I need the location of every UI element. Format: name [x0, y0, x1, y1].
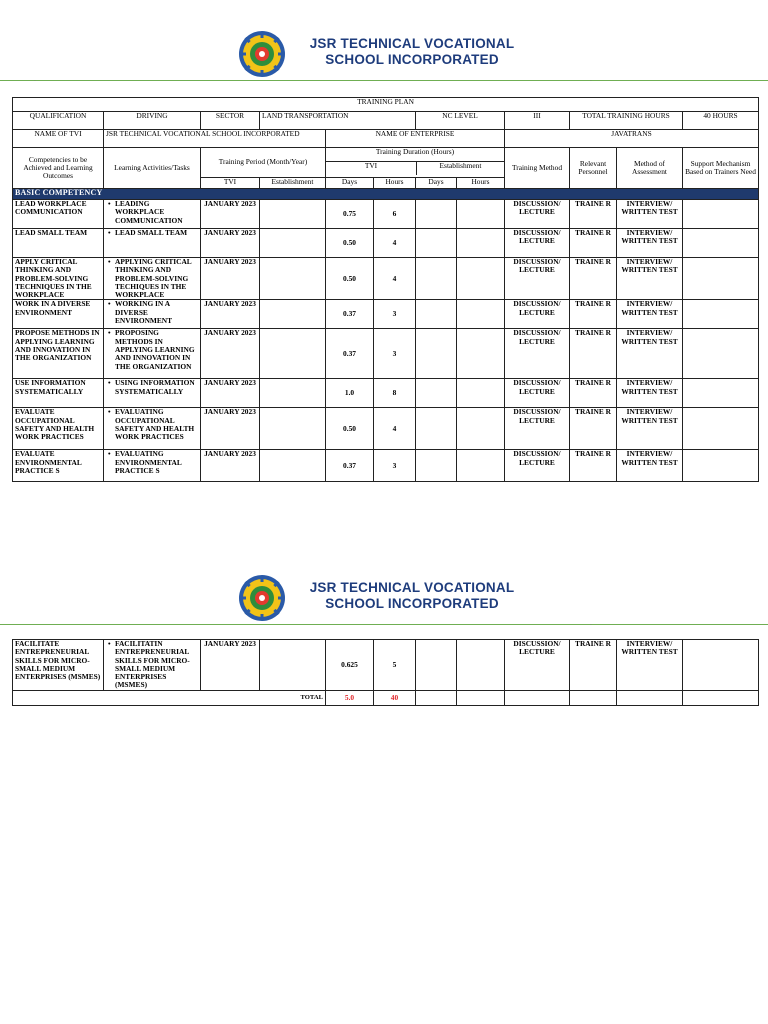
- hours-tvi-cell: 3: [374, 450, 416, 482]
- school-name-line1: JSR TECHNICAL VOCATIONAL: [309, 36, 515, 51]
- nc-level-value: III: [505, 112, 570, 130]
- days-est-cell: [416, 450, 457, 482]
- period-est-cell: [260, 408, 326, 450]
- period-tvi-cell: JANUARY 2023: [201, 450, 260, 482]
- period-est-cell: [260, 229, 326, 258]
- table-row: [13, 229, 759, 258]
- tvi-label: NAME OF TVI: [13, 130, 104, 148]
- training-plan-table-continued: [12, 639, 759, 706]
- activity-text: PROPOSING METHODS IN APPLYING LEARNING AND INNOVATION IN THE ORGANIZATION: [115, 328, 195, 371]
- col-hours-tvi: Hours: [374, 178, 416, 189]
- support-cell: [683, 640, 759, 691]
- personnel-cell: TRAINE R: [570, 450, 617, 482]
- col-duration: Training Duration (Hours): [326, 148, 504, 162]
- days-est-cell: [416, 329, 457, 379]
- period-tvi-cell: JANUARY 2023: [201, 258, 260, 300]
- activity-cell: [104, 200, 201, 229]
- competency-cell: USE INFORMATION SYSTEMATICALLY: [13, 379, 104, 408]
- table-row: [13, 200, 759, 229]
- hours-est-cell: [457, 640, 505, 691]
- empty-cell: [457, 690, 505, 705]
- bullet-icon: •: [108, 378, 111, 388]
- activity-cell: [104, 640, 201, 691]
- activity-cell: [104, 408, 201, 450]
- page2-header: [0, 572, 768, 642]
- col-assessment: Method of Assessment: [617, 148, 683, 189]
- empty-cell: [505, 690, 570, 705]
- personnel-cell: TRAINE R: [570, 200, 617, 229]
- total-days: 5.0: [326, 690, 374, 705]
- bullet-icon: •: [108, 449, 111, 459]
- period-est-cell: [260, 379, 326, 408]
- col-period-tvi: TVI: [201, 178, 260, 189]
- page-speck: .: [590, 620, 592, 627]
- total-hours: 40: [374, 690, 416, 705]
- activity-cell: [104, 300, 201, 329]
- bullet-icon: •: [108, 199, 111, 208]
- method-cell: DISCUSSION/ LECTURE: [505, 379, 570, 408]
- activity-text: USING INFORMATION SYSTEMATICALLY: [115, 378, 195, 396]
- school-name-line1: JSR TECHNICAL VOCATIONAL: [309, 580, 515, 595]
- hours-tvi-cell: 4: [374, 229, 416, 258]
- competency-cell: PROPOSE METHODS IN APPLYING LEARNING AND INNOVATION IN THE ORGANIZATION: [13, 329, 104, 379]
- period-tvi-cell: JANUARY 2023: [201, 200, 260, 229]
- assessment-cell: INTERVIEW/ WRITTEN TEST: [617, 300, 683, 329]
- period-est-cell: [260, 200, 326, 229]
- support-cell: [683, 329, 759, 379]
- personnel-cell: TRAINE R: [570, 229, 617, 258]
- support-cell: [683, 300, 759, 329]
- school-name-line2: SCHOOL INCORPORATED: [325, 596, 499, 611]
- school-name: [292, 580, 532, 612]
- assessment-cell: INTERVIEW/ WRITTEN TEST: [617, 379, 683, 408]
- activity-text: LEAD SMALL TEAM: [115, 228, 188, 237]
- period-tvi-cell: JANUARY 2023: [201, 300, 260, 329]
- competency-rows: [13, 200, 759, 482]
- table-row: [13, 408, 759, 450]
- hours-tvi-cell: 8: [374, 379, 416, 408]
- method-cell: DISCUSSION/ LECTURE: [505, 258, 570, 300]
- assessment-cell: INTERVIEW/ WRITTEN TEST: [617, 450, 683, 482]
- competency-cell: LEAD WORKPLACE COMMUNICATION: [13, 200, 104, 229]
- period-tvi-cell: JANUARY 2023: [201, 229, 260, 258]
- method-cell: DISCUSSION/ LECTURE: [505, 408, 570, 450]
- table-row: [13, 300, 759, 329]
- competency-cell: LEAD SMALL TEAM: [13, 229, 104, 258]
- nc-level-label: NC LEVEL: [416, 112, 505, 130]
- bullet-icon: •: [108, 257, 111, 266]
- empty-cell: [416, 690, 457, 705]
- personnel-cell: TRAINE R: [570, 300, 617, 329]
- school-name-line2: SCHOOL INCORPORATED: [325, 52, 499, 67]
- activity-text: APPLYING CRITICAL THINKING AND PROBLEM-SOLVING TECHIQUES IN THE WORKPLACE: [115, 257, 192, 300]
- total-row: [13, 690, 759, 705]
- assessment-cell: INTERVIEW/ WRITTEN TEST: [617, 229, 683, 258]
- assessment-cell: INTERVIEW/ WRITTEN TEST: [617, 329, 683, 379]
- qualification-value: DRIVING: [104, 112, 201, 130]
- hours-tvi-cell: 3: [374, 300, 416, 329]
- competency-cell: WORK IN A DIVERSE ENVIRONMENT: [13, 300, 104, 329]
- support-cell: [683, 379, 759, 408]
- period-tvi-cell: JANUARY 2023: [201, 640, 260, 691]
- method-cell: DISCUSSION/ LECTURE: [505, 229, 570, 258]
- table-row: [13, 258, 759, 300]
- col-period-est: Establishment: [260, 178, 326, 189]
- method-cell: DISCUSSION/ LECTURE: [505, 640, 570, 691]
- competency-cell: APPLY CRITICAL THINKING AND PROBLEM-SOLVING TECHNIQUES IN THE WORKPLACE: [13, 258, 104, 300]
- school-seal-logo-icon: [238, 574, 286, 622]
- assessment-cell: INTERVIEW/ WRITTEN TEST: [617, 258, 683, 300]
- col-duration-tvi: TVI: [326, 162, 417, 175]
- activity-text: EVALUATING ENVIRONMENTAL PRACTICE S: [115, 449, 182, 476]
- bullet-icon: •: [108, 299, 111, 309]
- section-basic-competency: BASIC COMPETENCY: [13, 189, 759, 200]
- col-support: Support Mechanism Based on Trainers Need: [683, 148, 759, 189]
- school-name: [292, 36, 532, 68]
- col-hours-est: Hours: [457, 178, 505, 189]
- hours-est-cell: [457, 258, 505, 300]
- activity-cell: [104, 229, 201, 258]
- days-est-cell: [416, 408, 457, 450]
- days-tvi-cell: 0.50: [326, 229, 374, 258]
- method-cell: DISCUSSION/ LECTURE: [505, 300, 570, 329]
- table-row: [13, 640, 759, 691]
- page1-header: [0, 28, 768, 98]
- personnel-cell: TRAINE R: [570, 640, 617, 691]
- days-est-cell: [416, 300, 457, 329]
- sector-label: SECTOR: [201, 112, 260, 130]
- hours-est-cell: [457, 379, 505, 408]
- period-est-cell: [260, 450, 326, 482]
- hours-tvi-cell: 6: [374, 200, 416, 229]
- table-row: [13, 379, 759, 408]
- days-tvi-cell: 0.37: [326, 329, 374, 379]
- days-est-cell: [416, 229, 457, 258]
- competency-cell: EVALUATE ENVIRONMENTAL PRACTICE S: [13, 450, 104, 482]
- personnel-cell: TRAINE R: [570, 379, 617, 408]
- period-est-cell: [260, 258, 326, 300]
- hours-tvi-cell: 4: [374, 408, 416, 450]
- support-cell: [683, 229, 759, 258]
- days-tvi-cell: 0.50: [326, 408, 374, 450]
- hours-tvi-cell: 5: [374, 640, 416, 691]
- method-cell: DISCUSSION/ LECTURE: [505, 200, 570, 229]
- hours-est-cell: [457, 229, 505, 258]
- empty-cell: [617, 690, 683, 705]
- hours-est-cell: [457, 329, 505, 379]
- period-est-cell: [260, 640, 326, 691]
- col-duration-group: [326, 148, 505, 178]
- support-cell: [683, 200, 759, 229]
- activity-text: EVALUATING OCCUPATIONAL SAFETY AND HEALTH WORK PRACTICES: [115, 407, 195, 442]
- personnel-cell: TRAINE R: [570, 258, 617, 300]
- col-duration-est: Establishment: [439, 161, 482, 170]
- sector-value: LAND TRANSPORTATION: [260, 112, 416, 130]
- bullet-icon: •: [108, 228, 111, 237]
- bullet-icon: •: [108, 407, 111, 417]
- support-cell: [683, 258, 759, 300]
- hours-tvi-cell: 3: [374, 329, 416, 379]
- personnel-cell: TRAINE R: [570, 329, 617, 379]
- plan-title: TRAINING PLAN: [13, 98, 759, 112]
- page-speck: .: [34, 76, 36, 83]
- empty-cell: [683, 690, 759, 705]
- header-divider: [0, 80, 768, 81]
- days-tvi-cell: 0.50: [326, 258, 374, 300]
- table-row: [13, 450, 759, 482]
- activity-cell: [104, 329, 201, 379]
- col-period: Training Period (Month/Year): [201, 148, 326, 178]
- total-hours-value: 40 HOURS: [683, 112, 759, 130]
- period-tvi-cell: JANUARY 2023: [201, 379, 260, 408]
- method-cell: DISCUSSION/ LECTURE: [505, 450, 570, 482]
- training-plan-table: [12, 97, 759, 482]
- page-speck: .: [590, 76, 592, 83]
- hours-tvi-cell: 4: [374, 258, 416, 300]
- enterprise-label: NAME OF ENTERPRISE: [326, 130, 505, 148]
- bullet-icon: •: [108, 328, 111, 338]
- days-est-cell: [416, 258, 457, 300]
- col-competencies: Competencies to be Achieved and Learning Outcomes: [13, 148, 104, 189]
- activity-cell: [104, 450, 201, 482]
- days-tvi-cell: 0.625: [326, 640, 374, 691]
- support-cell: [683, 450, 759, 482]
- bullet-icon: •: [108, 639, 111, 648]
- col-method: Training Method: [505, 148, 570, 189]
- activity-text: FACILITATIN ENTREPRENEURIAL SKILLS FOR MICRO-SMALL MEDIUM ENTERPRISES (MSMES): [115, 639, 190, 690]
- period-est-cell: [260, 329, 326, 379]
- days-tvi-cell: 1.0: [326, 379, 374, 408]
- activity-cell: [104, 258, 201, 300]
- hours-est-cell: [457, 200, 505, 229]
- total-label: TOTAL: [13, 690, 326, 705]
- assessment-cell: INTERVIEW/ WRITTEN TEST: [617, 640, 683, 691]
- personnel-cell: TRAINE R: [570, 408, 617, 450]
- days-est-cell: [416, 640, 457, 691]
- period-tvi-cell: JANUARY 2023: [201, 329, 260, 379]
- days-est-cell: [416, 200, 457, 229]
- activity-cell: [104, 379, 201, 408]
- col-days-tvi: Days: [326, 178, 374, 189]
- support-cell: [683, 408, 759, 450]
- method-cell: DISCUSSION/ LECTURE: [505, 329, 570, 379]
- qualification-label: QUALIFICATION: [13, 112, 104, 130]
- hours-est-cell: [457, 450, 505, 482]
- header-divider: [0, 624, 768, 625]
- col-activities: Learning Activities/Tasks: [104, 148, 201, 189]
- days-tvi-cell: 0.37: [326, 300, 374, 329]
- competency-cell: FACILITATE ENTREPRENEURIAL SKILLS FOR MICRO-SMALL MEDIUM ENTERPRISES (MSMES): [13, 640, 104, 691]
- col-personnel: Relevant Personnel: [570, 148, 617, 189]
- hours-est-cell: [457, 408, 505, 450]
- total-hours-label: TOTAL TRAINING HOURS: [570, 112, 683, 130]
- assessment-cell: INTERVIEW/ WRITTEN TEST: [617, 408, 683, 450]
- days-tvi-cell: 0.75: [326, 200, 374, 229]
- competency-rows-continued: [13, 640, 759, 691]
- col-days-est: Days: [416, 178, 457, 189]
- hours-est-cell: [457, 300, 505, 329]
- school-seal-logo-icon: [238, 30, 286, 78]
- activity-text: WORKING IN A DIVERSE ENVIRONMENT: [115, 299, 173, 326]
- period-tvi-cell: JANUARY 2023: [201, 408, 260, 450]
- activity-text: LEADING WORKPLACE COMMUNICATION: [115, 199, 183, 225]
- assessment-cell: INTERVIEW/ WRITTEN TEST: [617, 200, 683, 229]
- competency-cell: EVALUATE OCCUPATIONAL SAFETY AND HEALTH WORK PRACTICES: [13, 408, 104, 450]
- tvi-value: JSR TECHNICAL VOCATIONAL SCHOOL INCORPORATED: [104, 130, 326, 148]
- days-est-cell: [416, 379, 457, 408]
- enterprise-value: JAVATRANS: [505, 130, 759, 148]
- empty-cell: [570, 690, 617, 705]
- days-tvi-cell: 0.37: [326, 450, 374, 482]
- table-row: [13, 329, 759, 379]
- period-est-cell: [260, 300, 326, 329]
